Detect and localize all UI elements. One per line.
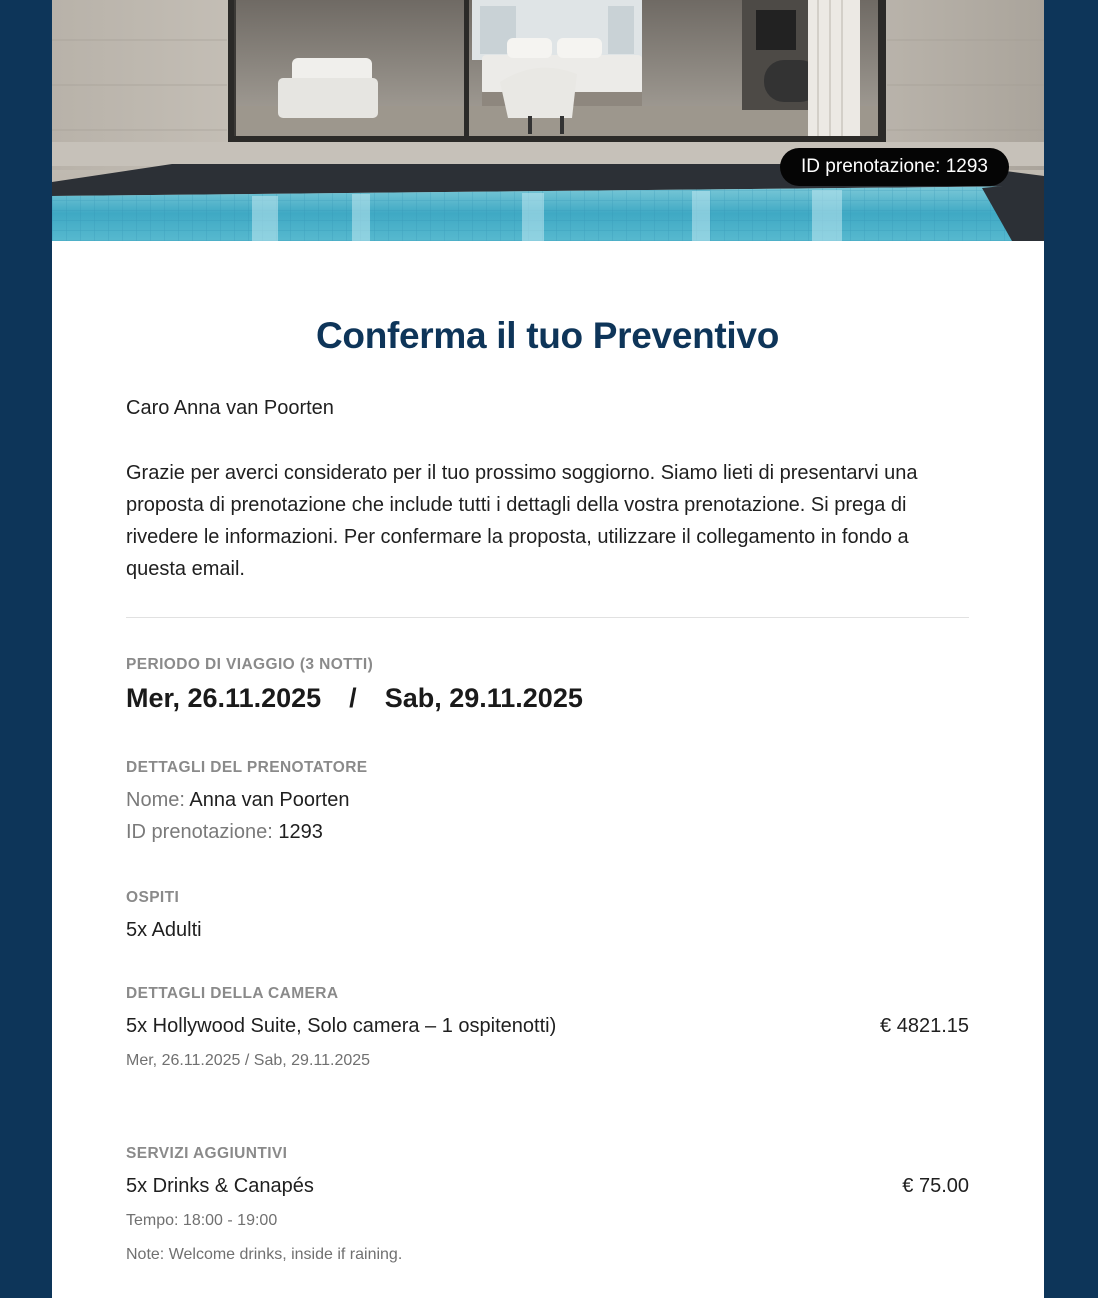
room-price: € 4821.15 — [880, 1015, 969, 1037]
badge-value: 1293 — [945, 156, 988, 177]
travel-period-label: PERIODO DI VIAGGIO (3 NOTTI) — [126, 656, 374, 673]
booker-id-label: ID prenotazione: — [126, 821, 273, 843]
email-card — [52, 0, 1044, 1298]
room-dates: Mer, 26.11.2025 / Sab, 29.11.2025 — [126, 1052, 371, 1069]
badge-label: ID prenotazione: — [801, 156, 941, 177]
booker-name-label: Nome: — [126, 789, 185, 811]
room-description: 5x Hollywood Suite, Solo camera – 1 ospitenotti) — [126, 1015, 557, 1037]
service-price: € 75.00 — [902, 1175, 969, 1197]
booker-details-label: DETTAGLI DEL PRENOTATORE — [126, 759, 368, 776]
guests-label: OSPITI — [126, 889, 180, 906]
hotel-pool-illustration — [52, 0, 1044, 241]
booker-id-row — [126, 821, 323, 844]
guests-value: 5x Adulti — [126, 919, 202, 941]
date-separator: / — [349, 683, 357, 713]
booking-id-badge — [780, 148, 1009, 186]
booker-name-value: Anna van Poorten — [189, 789, 350, 811]
travel-start-date: Mer, 26.11.2025 — [126, 683, 322, 713]
booker-name-row — [126, 789, 349, 812]
service-time: Tempo: 18:00 - 19:00 — [126, 1212, 278, 1229]
hero-image — [52, 0, 1044, 241]
service-description: 5x Drinks & Canapés — [126, 1175, 314, 1197]
travel-dates — [126, 683, 583, 714]
intro-text: Grazie per averci considerato per il tuo prossimo soggiorno. Siamo lieti di presentarvi una proposta di prenotazione che include tutti i dettagli della vostra prenotazione. Si prega di rivedere le informazioni. Per confermare la proposta, utilizzare il collegamento in fondo a questa email. — [126, 462, 918, 580]
extra-services-label: SERVIZI AGGIUNTIVI — [126, 1145, 288, 1162]
travel-end-date: Sab, 29.11.2025 — [384, 683, 583, 713]
room-details-label: DETTAGLI DELLA CAMERA — [126, 985, 339, 1002]
divider — [126, 617, 969, 618]
service-note: Note: Welcome drinks, inside if raining. — [126, 1246, 403, 1263]
booker-id-value: 1293 — [278, 821, 323, 843]
page-title: Conferma il tuo Preventivo — [315, 315, 779, 356]
greeting: Caro Anna van Poorten — [126, 397, 334, 419]
